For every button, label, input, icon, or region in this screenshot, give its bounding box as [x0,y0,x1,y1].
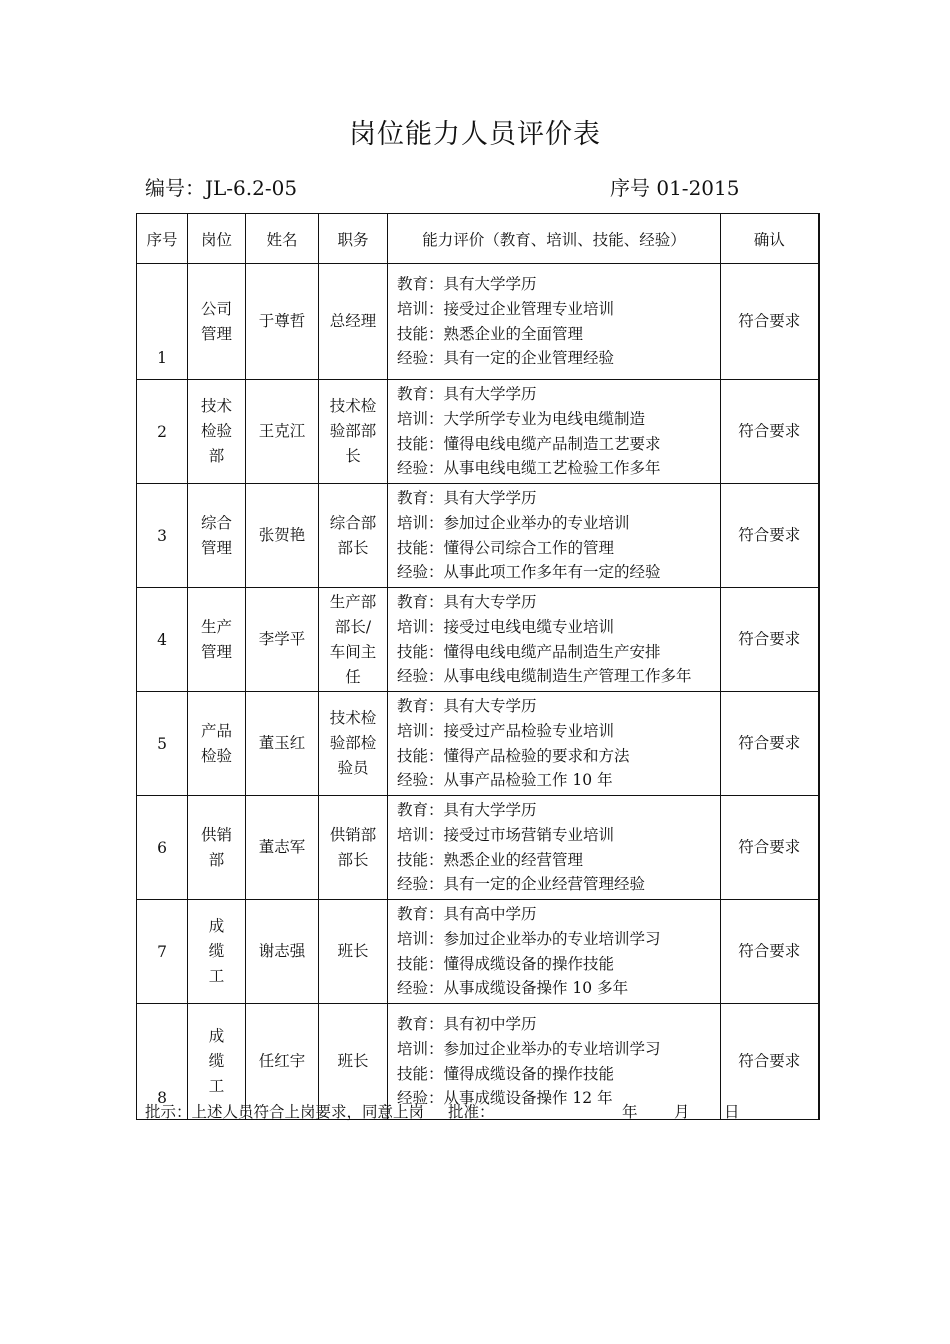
evaluation-line: 培训：接受过企业管理专业培训 [397,299,615,318]
cell-evaluation [388,588,721,692]
table-row [137,588,819,692]
cell-evaluation [388,380,721,484]
cell-confirm: 符合要求 [721,264,819,380]
cell-seq: 4 [137,588,188,692]
cell-seq: 5 [137,692,188,796]
cell-name: 于尊哲 [246,264,319,380]
evaluation-line: 技能：熟悉企业的全面管理 [397,324,584,343]
evaluation-line: 培训：接受过市场营销专业培训 [397,825,615,844]
document-code: 编号：JL-6.2-05 [145,176,298,200]
table-row [137,380,819,484]
cell-name: 王克江 [246,380,319,484]
footer-note: 批示：上述人员符合上岗要求，同意上岗 [145,1103,425,1121]
cell-name: 张贺艳 [246,484,319,588]
table-row [137,484,819,588]
cell-evaluation [388,796,721,900]
evaluation-line: 经验：从事成缆设备操作 10 多年 [397,979,629,998]
cell-seq: 8 [137,1004,188,1120]
cell-post-line: 检验 [200,422,232,440]
cell-title-line: 综合部 [329,513,377,532]
cell-title-line: 验部部 [329,422,377,440]
cell-evaluation [388,264,721,380]
cell-evaluation [388,900,721,1004]
header-title: 职务 [319,214,388,264]
header-name: 姓名 [246,214,319,264]
cell-title [319,900,388,1004]
cell-evaluation [388,484,721,588]
evaluation-table [136,213,820,1120]
evaluation-line: 培训：参加过企业举办的专业培训学习 [397,929,661,948]
cell-post-line: 管理 [200,538,232,557]
evaluation-line: 技能：懂得公司综合工作的管理 [397,538,615,557]
cell-confirm: 符合要求 [721,484,819,588]
table-row [137,264,819,380]
evaluation-line: 经验：从事产品检验工作 10 年 [397,771,613,790]
evaluation-line: 教育：具有大学学历 [397,488,537,507]
cell-post-line: 管理 [200,642,232,661]
cell-title-line: 部长/ [334,617,372,636]
table-row [137,692,819,796]
cell-seq: 7 [137,900,188,1004]
header-seq: 序号 [137,214,188,264]
header-row [137,214,819,264]
cell-confirm: 符合要求 [721,796,819,900]
evaluation-line: 教育：具有大专学历 [397,592,537,611]
cell-post-line: 生产 [200,617,232,636]
evaluation-line: 培训：参加过企业举办的专业培训 [397,513,630,532]
cell-post-line: 成 [208,1027,225,1045]
cell-title-line: 总经理 [329,312,377,330]
cell-seq: 2 [137,380,188,484]
evaluation-line: 教育：具有大学学历 [397,800,537,819]
cell-name: 李学平 [246,588,319,692]
cell-post [188,484,246,588]
cell-post-line: 技术 [200,397,232,415]
evaluation-line: 培训：接受过电线电缆专业培训 [397,617,615,636]
footer-year: 年 [622,1103,638,1121]
evaluation-line: 经验：从事成缆设备操作 12 年 [397,1089,613,1108]
evaluation-line: 培训：参加过企业举办的专业培训学习 [397,1039,661,1058]
footer-approve-label: 批准： [448,1103,495,1121]
cell-title-line: 验员 [337,759,369,777]
cell-title-line: 任 [345,667,361,686]
cell-name: 董玉红 [246,692,319,796]
table-row [137,900,819,1004]
cell-title-line: 部长 [337,850,369,869]
cell-confirm: 符合要求 [721,588,819,692]
cell-title-line: 生产部 [329,592,377,611]
cell-confirm: 符合要求 [721,380,819,484]
cell-post-line: 部 [208,447,225,465]
cell-seq: 1 [137,264,188,380]
evaluation-line: 技能：懂得成缆设备的操作技能 [397,1064,615,1083]
evaluation-line: 技能：懂得电线电缆产品制造生产安排 [397,642,661,661]
cell-title-line: 技术检 [329,709,377,727]
table-body [137,264,819,1120]
cell-post-line: 供销 [200,825,232,844]
cell-name: 谢志强 [246,900,319,1004]
table-row [137,796,819,900]
cell-post [188,380,246,484]
cell-confirm: 符合要求 [721,1004,819,1120]
cell-title-line: 部长 [337,538,369,557]
cell-post [188,264,246,380]
cell-title-line: 长 [345,447,361,465]
evaluation-line: 教育：具有高中学历 [397,904,537,923]
evaluation-line: 经验：具有一定的企业经营管理经验 [397,875,646,894]
cell-title-line: 供销部 [329,825,377,844]
cell-post-line: 公司 [200,299,232,318]
evaluation-line: 教育：具有初中学历 [397,1014,537,1033]
cell-seq: 3 [137,484,188,588]
evaluation-line: 培训：大学所学专业为电线电缆制造 [397,409,646,428]
cell-post-line: 管理 [200,324,232,343]
cell-seq: 6 [137,796,188,900]
evaluation-line: 教育：具有大学学历 [397,274,537,293]
cell-post-line: 缆 [208,1052,225,1070]
cell-post [188,796,246,900]
cell-title [319,484,388,588]
cell-post [188,900,246,1004]
evaluation-line: 经验：具有一定的企业管理经验 [397,349,615,368]
evaluation-line: 培训：接受过产品检验专业培训 [397,721,615,740]
evaluation-line: 经验：从事电线电缆制造生产管理工作多年 [397,667,692,686]
cell-confirm: 符合要求 [721,900,819,1004]
cell-name: 董志军 [246,796,319,900]
cell-title [319,796,388,900]
document-serial: 序号 01-2015 [610,176,740,200]
evaluation-line: 经验：从事此项工作多年有一定的经验 [397,563,661,582]
cell-name: 任红宇 [246,1004,319,1120]
cell-title-line: 车间主 [329,642,377,661]
evaluation-line: 技能：懂得电线电缆产品制造工艺要求 [397,434,661,453]
cell-title [319,588,388,692]
footer-month: 月 [674,1103,690,1121]
header-confirm: 确认 [721,214,819,264]
footer-day: 日 [724,1103,740,1121]
cell-post-line: 综合 [200,513,232,532]
cell-title [319,380,388,484]
header-post: 岗位 [188,214,246,264]
cell-post-line: 缆 [208,942,225,960]
cell-post-line: 检验 [200,746,232,765]
evaluation-line: 教育：具有大学学历 [397,384,537,403]
cell-title-line: 班长 [337,942,369,960]
evaluation-line: 技能：懂得成缆设备的操作技能 [397,954,615,973]
document-title: 岗位能力人员评价表 [349,119,601,150]
cell-evaluation [388,692,721,796]
cell-confirm: 符合要求 [721,692,819,796]
cell-title-line: 班长 [337,1052,369,1070]
evaluation-line: 技能：熟悉企业的经营管理 [397,850,584,869]
cell-title-line: 验部检 [329,734,377,752]
cell-post-line: 产品 [200,721,232,740]
evaluation-line: 教育：具有大专学历 [397,696,537,715]
cell-title-line: 技术检 [329,397,377,415]
cell-title [319,692,388,796]
cell-post [188,692,246,796]
cell-post-line: 成 [208,917,225,935]
cell-post-line: 部 [208,850,225,869]
evaluation-line: 技能：懂得产品检验的要求和方法 [397,746,630,765]
cell-title [319,264,388,380]
cell-post-line: 工 [208,1077,225,1095]
evaluation-line: 经验：从事电线电缆工艺检验工作多年 [397,459,661,478]
cell-post-line: 工 [208,967,225,985]
header-evaluation: 能力评价（教育、培训、技能、经验） [388,214,721,264]
footer [145,1100,740,1122]
cell-post [188,588,246,692]
